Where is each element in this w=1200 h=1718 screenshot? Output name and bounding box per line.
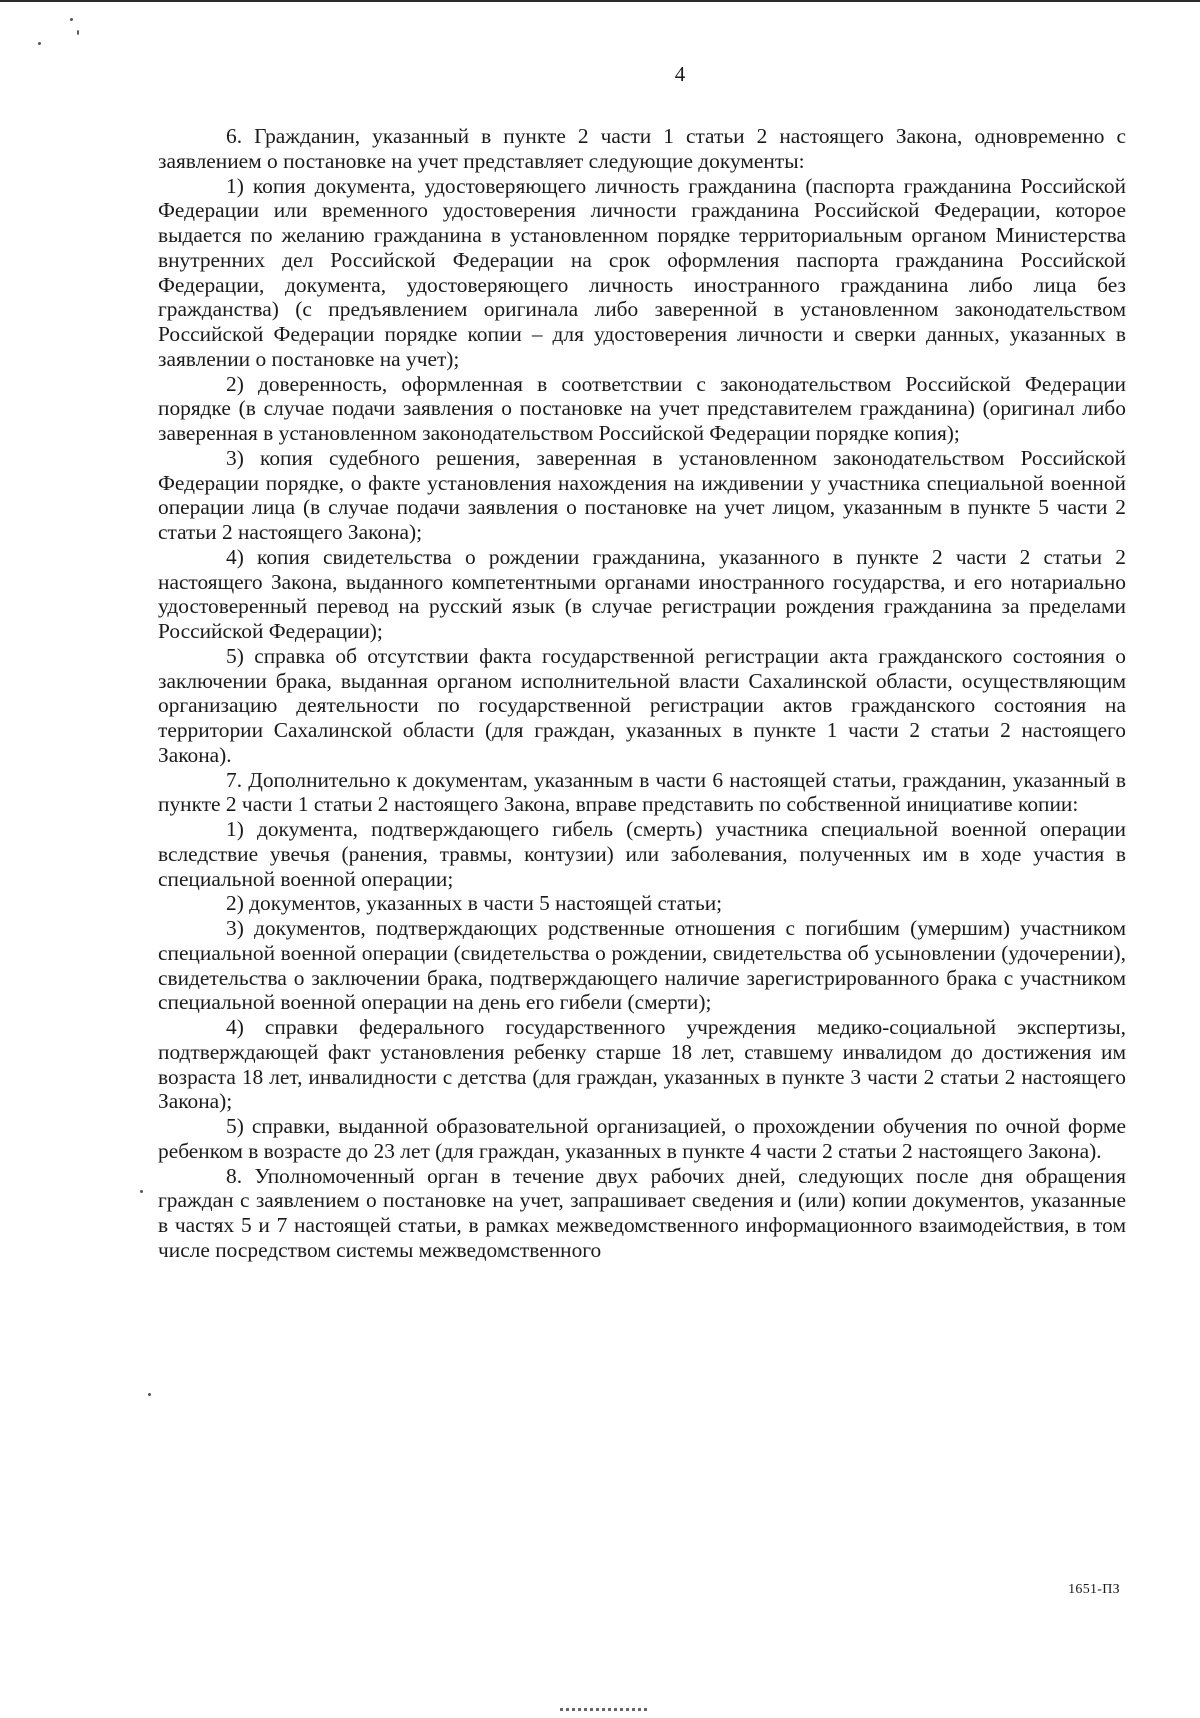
paragraph: 2) доверенность, оформленная в соответствии с законодательством Российской Федерации порядке (в случае подачи заявления о постановке на учет представителем гражданина) (оригинал либо заверенная в установленном законодательством Российской Федерации порядке копия); bbox=[158, 371, 1126, 445]
scan-speck bbox=[70, 18, 73, 21]
paragraph: 1) копия документа, удостоверяющего личность гражданина (паспорта гражданина Российской Федерации или временного удостоверения личности гражданина Российской Федерации, которое выдается по желанию гражданина в установленном порядке территориальным органом Министерства внутренних дел Российской Федерации на срок оформления паспорта гражданина Российской Федерации, документа, удостоверяющего личность иностранного гражданина либо лица без гражданства) (с предъявлением оригинала либо заверенной в установленном законодательством Российской Федерации порядке копии – для удостоверения личности и сверки данных, указанных в заявлении о постановке на учет); bbox=[158, 173, 1126, 371]
paragraph: 2) документов, указанных в части 5 настоящей статьи; bbox=[226, 891, 723, 916]
paragraph: 5) справки, выданной образовательной организацией, о прохождении обучения по очной форме ребенком в возрасте до 23 лет (для граждан, указанных в пункте 4 части 2 статьи 2 настоящего Закона). bbox=[158, 1114, 1126, 1163]
paragraph: 1) документа, подтверждающего гибель (смерть) участника специальной военной операции вследствие увечья (ранения, травмы, контузии) или заболевания, полученных им в ходе участия в специальной военной операции; bbox=[158, 817, 1126, 891]
scan-speck bbox=[140, 1190, 143, 1193]
scan-bottom-mark bbox=[560, 1708, 650, 1711]
paragraph: 6. Гражданин, указанный в пункте 2 части 1 статьи 2 настоящего Закона, одновременно с заявлением о постановке на учет представляет следующие документы: bbox=[158, 124, 1126, 173]
paragraph: 3) копия судебного решения, заверенная в установленном законодательством Российской Федерации порядке, о факте установления нахождения на иждивении у участника специальной военной операции лица (в случае подачи заявления о постановке на учет лицом, указанным в пункте 5 части 2 статьи 2 настоящего Закона); bbox=[158, 445, 1126, 544]
document-code: 1651-ПЗ bbox=[1068, 1582, 1120, 1597]
paragraph: 5) справка об отсутствии факта государственной регистрации акта гражданского состояния о заключении брака, выданная органом исполнительной власти Сахалинской области, осуществляющим организацию деятельности по государственной регистрации актов гражданского состояния на территории Сахалинской области (для граждан, указанных в пункте 1 части 2 статьи 2 настоящего Закона). bbox=[158, 643, 1126, 767]
paragraph: 7. Дополнительно к документам, указанным в части 6 настоящей статьи, гражданин, указанный в пункте 2 части 1 статьи 2 настоящего Закона, вправе представить по собственной инициативе копии: bbox=[158, 767, 1126, 817]
scan-speck bbox=[77, 30, 79, 35]
paragraph: 4) копия свидетельства о рождении гражданина, указанного в пункте 2 части 2 статьи 2 настоящего Закона, выданного компетентными органами иностранного государства, и его нотариально удостоверенный перевод на русский язык (в случае регистрации рождения гражданина за пределами Российской Федерации); bbox=[158, 544, 1126, 643]
document-body bbox=[158, 124, 1126, 1263]
scan-top-border bbox=[0, 0, 1200, 2]
scan-speck bbox=[148, 1393, 151, 1396]
paragraph: 3) документов, подтверждающих родственные отношения с погибшим (умершим) участником специальной военной операции (свидетельства о рождении, свидетельства об усыновлении (удочерении), свидетельства о заключении брака, подтверждающего наличие зарегистрированного брака с участником специальной военной операции на день его гибели (смерти); bbox=[158, 916, 1126, 1015]
paragraph: 8. Уполномоченный орган в течение двух рабочих дней, следующих после дня обращения граждан с заявлением о постановке на учет, запрашивает сведения и (или) копии документов, указанные в частях 5 и 7 настоящей статьи, в рамках межведомственного информационного взаимодействия, в том числе посредством системы межведомственного bbox=[158, 1163, 1126, 1262]
paragraph: 4) справки федерального государственного учреждения медико-социальной экспертизы, подтверждающей факт установления ребенку старше 18 лет, ставшему инвалидом до достижения им возраста 18 лет, инвалидности с детства (для граждан, указанных в пункте 3 части 2 статьи 2 настоящего Закона); bbox=[158, 1015, 1126, 1114]
scan-speck bbox=[38, 42, 41, 45]
page-number: 4 bbox=[674, 62, 686, 86]
